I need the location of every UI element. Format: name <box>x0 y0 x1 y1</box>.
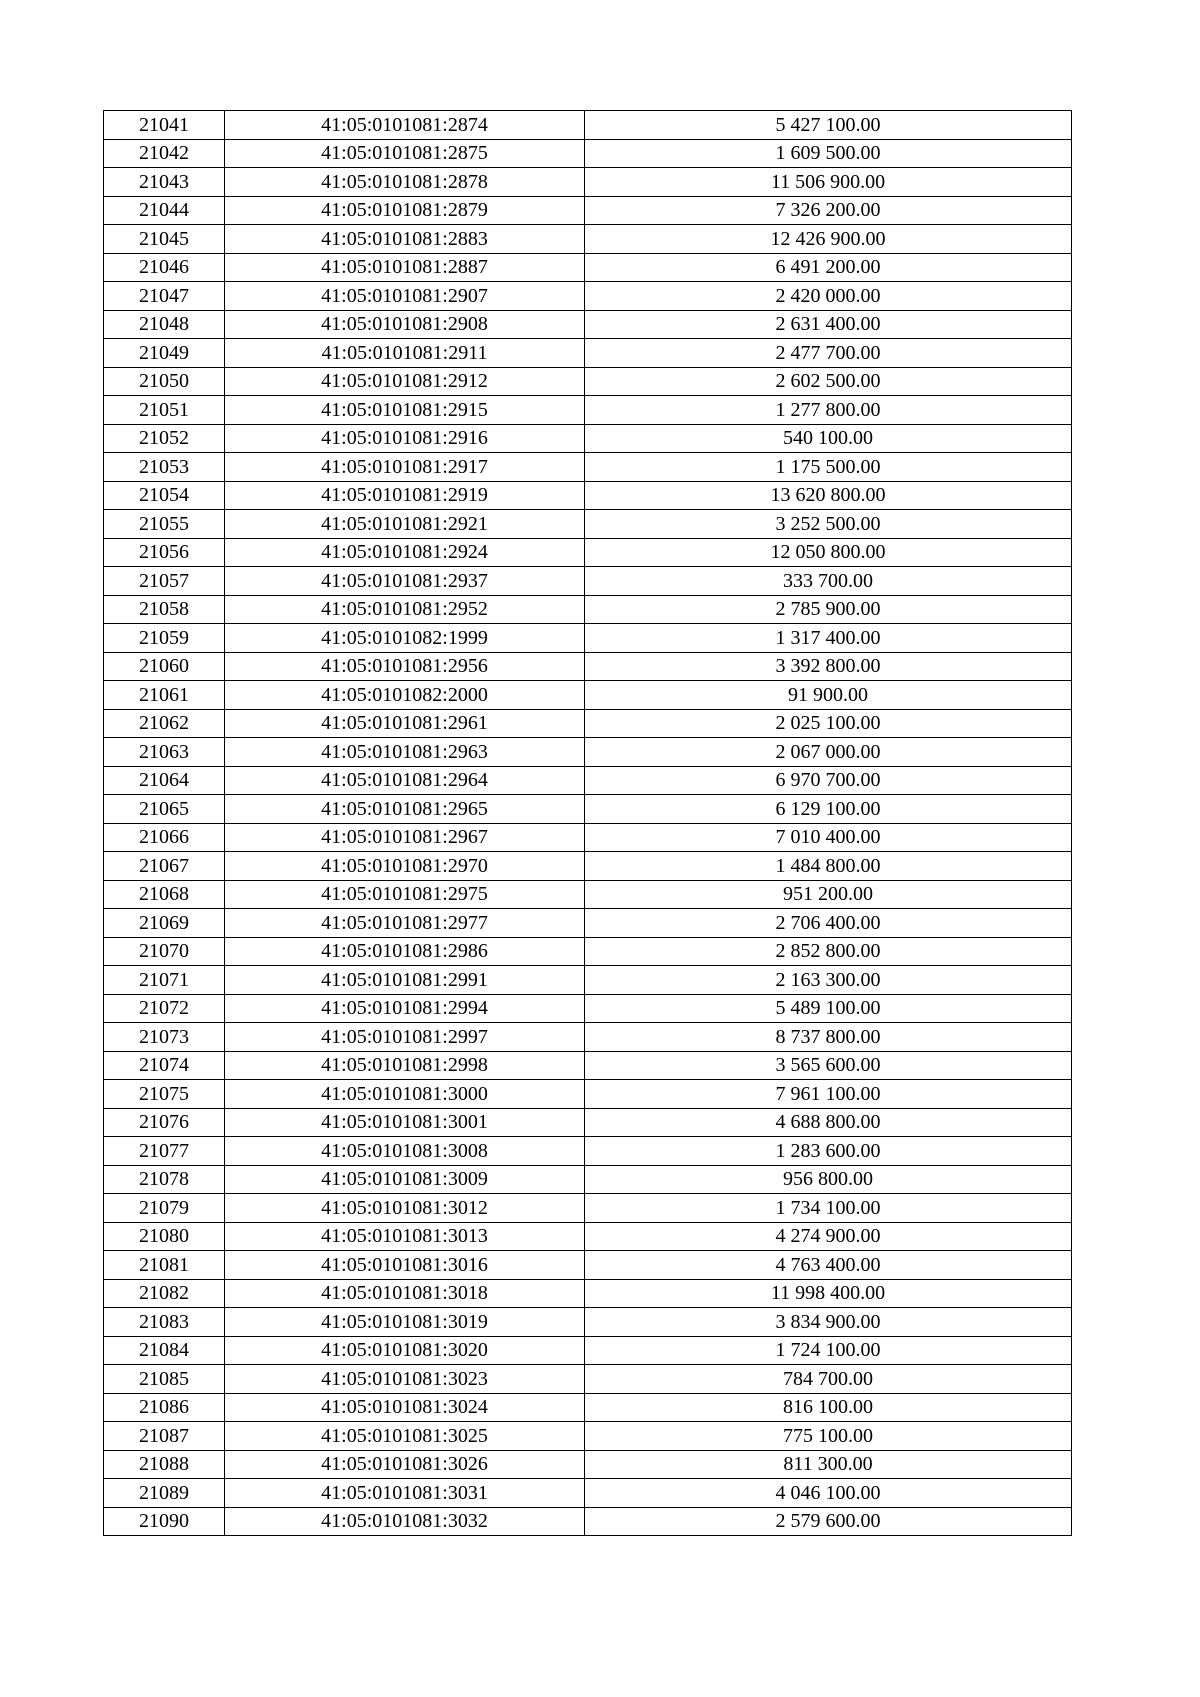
cadastral-value-cell: 333 700.00 <box>585 567 1072 596</box>
table-row <box>104 852 1072 881</box>
table-row <box>104 624 1072 653</box>
row-number-cell: 21050 <box>104 367 225 396</box>
cadastral-number-cell: 41:05:0101081:2916 <box>225 424 585 453</box>
cadastral-number-cell: 41:05:0101081:2937 <box>225 567 585 596</box>
row-number-cell: 21080 <box>104 1222 225 1251</box>
cadastral-number-cell: 41:05:0101081:2975 <box>225 880 585 909</box>
row-number-cell: 21042 <box>104 139 225 168</box>
table-row <box>104 595 1072 624</box>
cadastral-number-cell: 41:05:0101081:3000 <box>225 1080 585 1109</box>
row-number-cell: 21043 <box>104 168 225 197</box>
table-row <box>104 1194 1072 1223</box>
cadastral-number-cell: 41:05:0101081:3025 <box>225 1422 585 1451</box>
row-number-cell: 21061 <box>104 681 225 710</box>
cadastral-number-cell: 41:05:0101081:2991 <box>225 966 585 995</box>
cadastral-number-cell: 41:05:0101081:2924 <box>225 538 585 567</box>
row-number-cell: 21073 <box>104 1023 225 1052</box>
cadastral-number-cell: 41:05:0101081:2919 <box>225 481 585 510</box>
cadastral-value-cell: 5 427 100.00 <box>585 111 1072 140</box>
cadastral-value-cell: 1 724 100.00 <box>585 1336 1072 1365</box>
cadastral-value-cell: 811 300.00 <box>585 1450 1072 1479</box>
cadastral-number-cell: 41:05:0101082:1999 <box>225 624 585 653</box>
row-number-cell: 21067 <box>104 852 225 881</box>
cadastral-number-cell: 41:05:0101081:3018 <box>225 1279 585 1308</box>
table-row <box>104 396 1072 425</box>
table-row <box>104 567 1072 596</box>
row-number-cell: 21070 <box>104 937 225 966</box>
cadastral-number-cell: 41:05:0101081:2961 <box>225 709 585 738</box>
cadastral-number-cell: 41:05:0101081:2977 <box>225 909 585 938</box>
cadastral-number-cell: 41:05:0101081:2908 <box>225 310 585 339</box>
cadastral-number-cell: 41:05:0101081:2970 <box>225 852 585 881</box>
cadastral-value-cell: 1 734 100.00 <box>585 1194 1072 1223</box>
table-row <box>104 880 1072 909</box>
row-number-cell: 21041 <box>104 111 225 140</box>
cadastral-number-cell: 41:05:0101081:3031 <box>225 1479 585 1508</box>
row-number-cell: 21048 <box>104 310 225 339</box>
table-row <box>104 1051 1072 1080</box>
table-row <box>104 766 1072 795</box>
row-number-cell: 21044 <box>104 196 225 225</box>
cadastral-number-cell: 41:05:0101081:2907 <box>225 282 585 311</box>
table-row <box>104 709 1072 738</box>
table-row <box>104 310 1072 339</box>
cadastral-value-cell: 2 579 600.00 <box>585 1507 1072 1536</box>
table-row <box>104 424 1072 453</box>
table-row <box>104 139 1072 168</box>
table-row <box>104 339 1072 368</box>
cadastral-value-cell: 2 025 100.00 <box>585 709 1072 738</box>
cadastral-number-cell: 41:05:0101081:2986 <box>225 937 585 966</box>
cadastral-number-cell: 41:05:0101081:2912 <box>225 367 585 396</box>
row-number-cell: 21053 <box>104 453 225 482</box>
cadastral-number-cell: 41:05:0101081:3016 <box>225 1251 585 1280</box>
row-number-cell: 21063 <box>104 738 225 767</box>
table-row <box>104 1080 1072 1109</box>
table-row <box>104 823 1072 852</box>
table-row <box>104 1251 1072 1280</box>
row-number-cell: 21058 <box>104 595 225 624</box>
cadastral-number-cell: 41:05:0101081:2952 <box>225 595 585 624</box>
cadastral-number-cell: 41:05:0101081:2956 <box>225 652 585 681</box>
cadastral-value-cell: 4 688 800.00 <box>585 1108 1072 1137</box>
cadastral-number-cell: 41:05:0101081:3009 <box>225 1165 585 1194</box>
cadastral-value-cell: 2 852 800.00 <box>585 937 1072 966</box>
cadastral-value-cell: 2 067 000.00 <box>585 738 1072 767</box>
table-row <box>104 1365 1072 1394</box>
cadastral-number-cell: 41:05:0101081:3019 <box>225 1308 585 1337</box>
cadastral-value-cell: 540 100.00 <box>585 424 1072 453</box>
table-row <box>104 282 1072 311</box>
cadastral-number-cell: 41:05:0101081:3013 <box>225 1222 585 1251</box>
cadastral-number-cell: 41:05:0101081:2883 <box>225 225 585 254</box>
row-number-cell: 21083 <box>104 1308 225 1337</box>
table-row <box>104 1279 1072 1308</box>
table-row <box>104 966 1072 995</box>
cadastral-value-cell: 8 737 800.00 <box>585 1023 1072 1052</box>
cadastral-number-cell: 41:05:0101081:2921 <box>225 510 585 539</box>
cadastral-number-cell: 41:05:0101081:2998 <box>225 1051 585 1080</box>
cadastral-number-cell: 41:05:0101081:2875 <box>225 139 585 168</box>
row-number-cell: 21054 <box>104 481 225 510</box>
cadastral-number-cell: 41:05:0101081:2963 <box>225 738 585 767</box>
cadastral-value-cell: 7 010 400.00 <box>585 823 1072 852</box>
cadastral-number-cell: 41:05:0101081:3023 <box>225 1365 585 1394</box>
cadastral-number-cell: 41:05:0101081:3020 <box>225 1336 585 1365</box>
cadastral-value-cell: 1 283 600.00 <box>585 1137 1072 1166</box>
table-row <box>104 1108 1072 1137</box>
cadastral-number-cell: 41:05:0101082:2000 <box>225 681 585 710</box>
cadastral-number-cell: 41:05:0101081:3032 <box>225 1507 585 1536</box>
row-number-cell: 21068 <box>104 880 225 909</box>
cadastral-value-cell: 1 317 400.00 <box>585 624 1072 653</box>
row-number-cell: 21047 <box>104 282 225 311</box>
row-number-cell: 21075 <box>104 1080 225 1109</box>
table-row <box>104 1308 1072 1337</box>
row-number-cell: 21045 <box>104 225 225 254</box>
table-row <box>104 1393 1072 1422</box>
table-row <box>104 1023 1072 1052</box>
table-row <box>104 994 1072 1023</box>
cadastral-number-cell: 41:05:0101081:2915 <box>225 396 585 425</box>
cadastral-number-cell: 41:05:0101081:2887 <box>225 253 585 282</box>
table-row <box>104 481 1072 510</box>
cadastral-value-cell: 3 392 800.00 <box>585 652 1072 681</box>
cadastral-value-cell: 2 420 000.00 <box>585 282 1072 311</box>
row-number-cell: 21065 <box>104 795 225 824</box>
row-number-cell: 21076 <box>104 1108 225 1137</box>
table-row <box>104 937 1072 966</box>
table-row <box>104 225 1072 254</box>
row-number-cell: 21055 <box>104 510 225 539</box>
table-row <box>104 253 1072 282</box>
cadastral-number-cell: 41:05:0101081:2964 <box>225 766 585 795</box>
cadastral-value-cell: 2 163 300.00 <box>585 966 1072 995</box>
row-number-cell: 21056 <box>104 538 225 567</box>
table-row <box>104 738 1072 767</box>
cadastral-value-cell: 6 129 100.00 <box>585 795 1072 824</box>
table-row <box>104 196 1072 225</box>
row-number-cell: 21072 <box>104 994 225 1023</box>
cadastral-number-cell: 41:05:0101081:2917 <box>225 453 585 482</box>
row-number-cell: 21049 <box>104 339 225 368</box>
cadastral-value-cell: 2 477 700.00 <box>585 339 1072 368</box>
cadastral-number-cell: 41:05:0101081:2911 <box>225 339 585 368</box>
cadastral-value-cell: 1 484 800.00 <box>585 852 1072 881</box>
row-number-cell: 21074 <box>104 1051 225 1080</box>
row-number-cell: 21046 <box>104 253 225 282</box>
cadastral-number-cell: 41:05:0101081:3012 <box>225 1194 585 1223</box>
cadastral-value-cell: 775 100.00 <box>585 1422 1072 1451</box>
table-body <box>104 111 1072 1536</box>
cadastral-value-cell: 6 970 700.00 <box>585 766 1072 795</box>
row-number-cell: 21066 <box>104 823 225 852</box>
table-row <box>104 538 1072 567</box>
cadastral-value-cell: 12 050 800.00 <box>585 538 1072 567</box>
cadastral-value-cell: 1 609 500.00 <box>585 139 1072 168</box>
cadastral-value-cell: 4 763 400.00 <box>585 1251 1072 1280</box>
table-row <box>104 652 1072 681</box>
cadastral-value-cell: 4 046 100.00 <box>585 1479 1072 1508</box>
cadastral-value-cell: 951 200.00 <box>585 880 1072 909</box>
table-row <box>104 1222 1072 1251</box>
row-number-cell: 21059 <box>104 624 225 653</box>
table-row <box>104 453 1072 482</box>
row-number-cell: 21081 <box>104 1251 225 1280</box>
cadastral-value-cell: 3 565 600.00 <box>585 1051 1072 1080</box>
cadastral-value-table <box>103 110 1072 1536</box>
cadastral-value-cell: 1 175 500.00 <box>585 453 1072 482</box>
table-row <box>104 1336 1072 1365</box>
cadastral-value-cell: 13 620 800.00 <box>585 481 1072 510</box>
cadastral-value-cell: 11 506 900.00 <box>585 168 1072 197</box>
row-number-cell: 21057 <box>104 567 225 596</box>
row-number-cell: 21077 <box>104 1137 225 1166</box>
table-row <box>104 909 1072 938</box>
row-number-cell: 21087 <box>104 1422 225 1451</box>
cadastral-number-cell: 41:05:0101081:2879 <box>225 196 585 225</box>
table-row <box>104 1137 1072 1166</box>
cadastral-value-cell: 7 961 100.00 <box>585 1080 1072 1109</box>
cadastral-number-cell: 41:05:0101081:2997 <box>225 1023 585 1052</box>
row-number-cell: 21085 <box>104 1365 225 1394</box>
table-row <box>104 510 1072 539</box>
cadastral-value-cell: 816 100.00 <box>585 1393 1072 1422</box>
cadastral-number-cell: 41:05:0101081:2874 <box>225 111 585 140</box>
cadastral-value-cell: 1 277 800.00 <box>585 396 1072 425</box>
table-row <box>104 1479 1072 1508</box>
cadastral-number-cell: 41:05:0101081:3024 <box>225 1393 585 1422</box>
cadastral-number-cell: 41:05:0101081:2965 <box>225 795 585 824</box>
cadastral-value-cell: 12 426 900.00 <box>585 225 1072 254</box>
row-number-cell: 21052 <box>104 424 225 453</box>
cadastral-value-cell: 2 602 500.00 <box>585 367 1072 396</box>
cadastral-number-cell: 41:05:0101081:3008 <box>225 1137 585 1166</box>
row-number-cell: 21089 <box>104 1479 225 1508</box>
row-number-cell: 21088 <box>104 1450 225 1479</box>
row-number-cell: 21082 <box>104 1279 225 1308</box>
cadastral-number-cell: 41:05:0101081:2878 <box>225 168 585 197</box>
cadastral-number-cell: 41:05:0101081:3001 <box>225 1108 585 1137</box>
table-row <box>104 168 1072 197</box>
row-number-cell: 21071 <box>104 966 225 995</box>
table-row <box>104 367 1072 396</box>
table-row <box>104 681 1072 710</box>
cadastral-value-cell: 2 631 400.00 <box>585 310 1072 339</box>
row-number-cell: 21078 <box>104 1165 225 1194</box>
table-row <box>104 1422 1072 1451</box>
row-number-cell: 21060 <box>104 652 225 681</box>
row-number-cell: 21079 <box>104 1194 225 1223</box>
cadastral-value-cell: 11 998 400.00 <box>585 1279 1072 1308</box>
cadastral-number-cell: 41:05:0101081:3026 <box>225 1450 585 1479</box>
table-row <box>104 1507 1072 1536</box>
row-number-cell: 21090 <box>104 1507 225 1536</box>
cadastral-value-cell: 784 700.00 <box>585 1365 1072 1394</box>
cadastral-value-cell: 2 706 400.00 <box>585 909 1072 938</box>
table-row <box>104 1165 1072 1194</box>
cadastral-value-cell: 2 785 900.00 <box>585 595 1072 624</box>
row-number-cell: 21069 <box>104 909 225 938</box>
cadastral-value-cell: 4 274 900.00 <box>585 1222 1072 1251</box>
cadastral-value-cell: 3 834 900.00 <box>585 1308 1072 1337</box>
cadastral-value-cell: 91 900.00 <box>585 681 1072 710</box>
row-number-cell: 21064 <box>104 766 225 795</box>
table-row <box>104 111 1072 140</box>
cadastral-value-cell: 7 326 200.00 <box>585 196 1072 225</box>
cadastral-value-cell: 6 491 200.00 <box>585 253 1072 282</box>
row-number-cell: 21062 <box>104 709 225 738</box>
table-row <box>104 795 1072 824</box>
cadastral-value-cell: 956 800.00 <box>585 1165 1072 1194</box>
cadastral-value-cell: 3 252 500.00 <box>585 510 1072 539</box>
table-row <box>104 1450 1072 1479</box>
row-number-cell: 21086 <box>104 1393 225 1422</box>
cadastral-value-cell: 5 489 100.00 <box>585 994 1072 1023</box>
cadastral-number-cell: 41:05:0101081:2967 <box>225 823 585 852</box>
row-number-cell: 21051 <box>104 396 225 425</box>
cadastral-number-cell: 41:05:0101081:2994 <box>225 994 585 1023</box>
row-number-cell: 21084 <box>104 1336 225 1365</box>
